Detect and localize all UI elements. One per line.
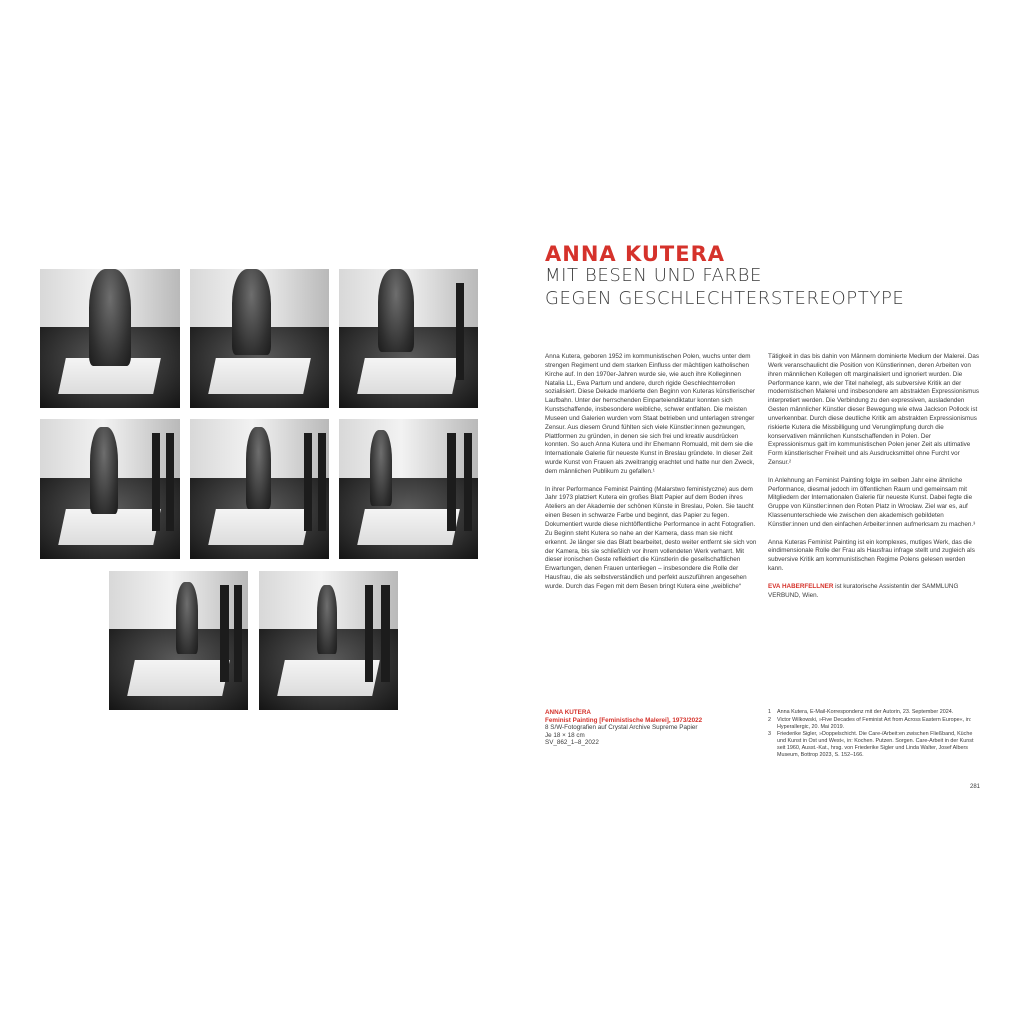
footnotes (768, 709, 980, 760)
photo-3 (339, 269, 478, 408)
caption-inventory: SV_862_1–8_2022 (545, 739, 599, 747)
footnote-number: 3 (768, 731, 771, 737)
footnote-number: 2 (768, 716, 771, 723)
subtitle-line-2: GEGEN GESCHLECHTERSTEREOPTYPE (545, 288, 905, 309)
paragraph: Tätigkeit in das bis dahin von Männern dominierte Medium der Malerei. Das Werk veranschaulicht die Position von Künstlerinnen, deren Arbeiten von ihren männlichen Kollegen oft marginalisiert und ignoriert wurden. Die Performance kann, wie der Titel nahelegt, als subversive Kritik an der modernistischen Malerei und insbesondere am abstrakten Expressionismus interpretiert werden. Die Verbindung zu den expressiven, ausladenden Gesten männlicher Künstler dieser Bewegung wie etwa Jackson Pollock ist unverkennbar. Durch diese deutliche Kritik am abstrakten Expressionismus riskierte Kutera die Missbilligung und Verunglimpfung durch die konservativen männlichen Kunstschaffenden in Polen. Der Expressionismus galt im kommunistischen Polen jener Zeit als ultimative Form künstlerischer Freiheit und als Ausdrucksmittel ohne Furcht vor Zensur.² (768, 353, 980, 467)
footnote-text: Anna Kutera, E-Mail-Korrespondenz mit der Autorin, 23. September 2024. (777, 709, 954, 715)
paragraph: Anna Kutera, geboren 1952 im kommunistischen Polen, wuchs unter dem strengen Regiment und dem starken Einfluss der mächtigen katholischen Kirche auf. In den 1970er-Jahren wurde sie, wie auch ihre Kolleginnen Natalia LL, Ewa Partum und andere, durch rigide Geschlechterrollen sozialisiert. Diese Dekade markierte den Beginn von Kuteras künstlerischer Laufbahn. Unter der herrschenden Einparteiendiktatur konnten sich Kunstschaffende, insbesondere weibliche, schwer entfalten. Die meisten Museen und Galerien wurden vom Staat betrieben und unterlagen strenger Zensur. Aus diesem Grund fühlten sich viele Künstler:innen gezwungen, Plattformen zu gründen, in denen sie sich frei und kreativ ausdrücken konnten. So auch Anna Kutera und ihr Ehemann Romuald, mit dem sie die Internationale Galerie für neueste Kunst in Breslau gründete. In dieser Zeit wurde Kunst von Frauen als zweitrangig erachtet und hatte nur den Zweck, dem männlichen Publikum zu gefallen.¹ (545, 353, 755, 475)
body-column-2 (768, 353, 980, 609)
caption-size: Je 18 × 18 cm (545, 731, 585, 739)
article-subtitle (545, 264, 965, 310)
photo-1 (40, 269, 180, 408)
footnote-number: 1 (768, 709, 771, 715)
footnote (768, 717, 980, 731)
footnote (768, 731, 980, 759)
caption-artist: ANNA KUTERA (545, 709, 591, 716)
photo-4 (40, 419, 180, 559)
caption-title: Feminist Painting [Feministische Malerei], 1973/2022 (545, 716, 703, 724)
paragraph: Anna Kuteras Feminist Painting ist ein komplexes, mutiges Werk, das die eindimensionale Rolle der Frau als Hausfrau infrage stellt und zugleich als subversive Kritik am kommunistischen Regime Polens gelesen werden kann. (768, 538, 975, 573)
footnote-text: Victor Wilkowski, »Five Decades of Feminist Art from Across Eastern Europe«, in: Hyperallergic, 20. Mai 2019. (777, 716, 972, 730)
article-author-heading: ANNA KUTERA (545, 242, 726, 266)
author-bio (768, 583, 980, 601)
body-column-1 (545, 353, 757, 601)
photo-6 (339, 419, 478, 559)
paragraph: In ihrer Performance Feminist Painting (Malarstwo feministyczne) aus dem Jahr 1973 platziert Kutera ein großes Blatt Papier auf dem Boden ihres Ateliers an der Akademie der schönen Künste in Breslau, Polen. Sie taucht einen Besen in schwarze Farbe und beginnt, das Papier zu fegen. Dokumentiert wurde diese nichtöffentliche Performance in acht Fotografien. Zu Beginn steht Kutera so nahe an der Kamera, dass man sie nicht erkennt. Je länger sie das Blatt bearbeitet, desto weiter entfernt sie sich von der Kamera, bis sie schließlich vor ihrem vollendeten Werk verharrt. Mit dieser ironischen Geste reflektiert die Künstlerin die gesellschaftlichen Erwartungen, denen Frauen unterliegen – insbesondere die Rolle der Hausfrau, die als selbstverständlich und perfekt auszuführen angesehen wurde. Durch das Fegen mit dem Besen bringt Kutera eine „weibliche“ (545, 485, 757, 590)
artwork-caption (545, 709, 745, 747)
page-number: 281 (970, 784, 981, 790)
subtitle-line-1: MIT BESEN UND FARBE (545, 265, 763, 286)
caption-medium: 8 S/W-Fotografien auf Crystal Archive Supreme Papier (545, 724, 698, 732)
author-bio-text: ist kuratorische Assistentin der SAMMLUNG VERBUND, Wien. (768, 582, 959, 599)
paragraph: In Anlehnung an Feminist Painting folgte im selben Jahr eine ähnliche Performance, diesmal jedoch im öffentlichen Raum und gemeinsam mit Mitgliedern der Internationalen Galerie für neueste Kunst. Dabei fegte die Gruppe von Künstler:innen den Roten Platz in Wrocław. Ziel war es, auf Klassenunterschiede wie zwischen den akademisch gebildeten Künstler:innen und den einfachen Arbeiter:innen aufmerksam zu machen.³ (768, 476, 976, 528)
photo-7 (109, 571, 248, 710)
footnote (768, 709, 980, 716)
footnote-text: Friederike Sigler, »Doppelschicht. Die Care-/Arbeit:en zwischen Fließband, Küche und Kunst in Ost und West«, in: Kochen. Putzen. Sorgen. Care-Arbeit in der Kunst seit 1960, Ausst.-Kat., hrsg. von Friederike Sigler und Linda Walter, Josef Albers Museum, Bottrop 2023, S. 152–166. (777, 731, 974, 758)
photo-5 (190, 419, 329, 559)
photo-2 (190, 269, 329, 408)
photo-8 (259, 571, 398, 710)
author-name: EVA HABERFELLNER (768, 582, 834, 590)
